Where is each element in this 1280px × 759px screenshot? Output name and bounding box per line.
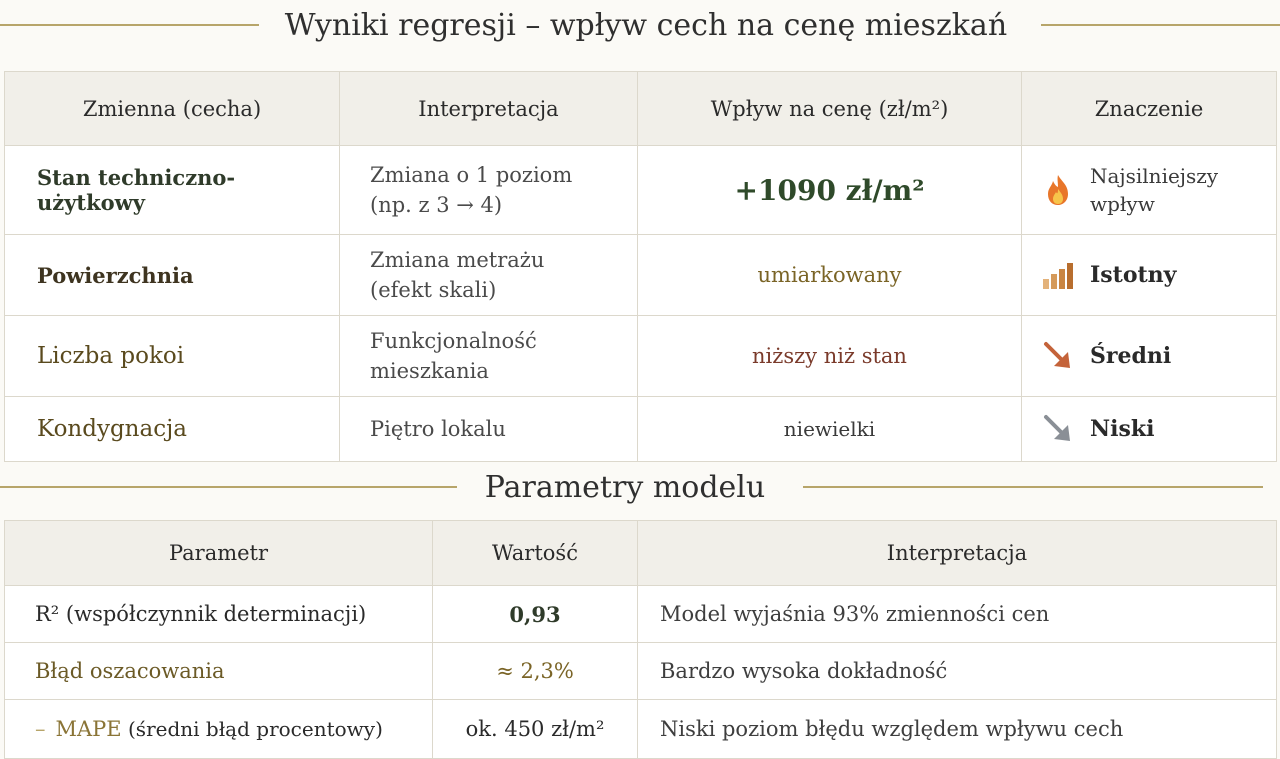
parameter-interpretation: Bardzo wysoka dokładność <box>638 643 1277 700</box>
header-value: Wartość <box>433 521 638 586</box>
interpretation-line: Zmiana o 1 poziom <box>370 163 573 187</box>
title-rule-right <box>803 486 1263 488</box>
effect-value: niższy niż stan <box>638 316 1022 397</box>
significance-cell <box>1022 235 1277 316</box>
table-row <box>5 146 1277 235</box>
significance-cell <box>1022 146 1277 235</box>
title-rule-right <box>1041 24 1280 26</box>
interpretation-line: mieszkania <box>370 359 489 383</box>
parameter-abbrev: MAPE <box>55 717 122 741</box>
interpretation-line: (efekt skali) <box>370 278 497 302</box>
interpretation-line: (np. z 3 → 4) <box>370 193 503 217</box>
effect-value: umiarkowany <box>638 235 1022 316</box>
table-header-row <box>5 521 1277 586</box>
variable-name: Kondygnacja <box>5 397 340 462</box>
table-row <box>5 397 1277 462</box>
table-row <box>5 643 1277 700</box>
variable-interpretation: Piętro lokalu <box>340 397 638 462</box>
header-significance: Znaczenie <box>1022 72 1277 146</box>
significance-label: Najsilniejszy wpływ <box>1090 164 1219 216</box>
header-parameter: Parametr <box>5 521 433 586</box>
section-title: Parametry modelu <box>484 469 766 505</box>
bar-chart-icon <box>1040 257 1076 293</box>
header-interpretation: Interpretacja <box>340 72 638 146</box>
row-dash: – <box>35 717 46 741</box>
variable-interpretation <box>340 146 638 235</box>
section-title-regression <box>0 0 1280 50</box>
model-parameters-table <box>4 520 1277 759</box>
table-row <box>5 586 1277 643</box>
effect-strong: +1090 zł/m² <box>734 173 925 207</box>
table-row <box>5 235 1277 316</box>
significance-cell <box>1022 397 1277 462</box>
header-interpretation: Interpretacja <box>638 521 1277 586</box>
table-row <box>5 700 1277 759</box>
arrow-down-right-gray-icon <box>1040 411 1076 447</box>
title-rule-left <box>0 486 457 488</box>
effect-value <box>638 146 1022 235</box>
parameter-value: ≈ 2,3% <box>433 643 638 700</box>
header-variable: Zmienna (cecha) <box>5 72 340 146</box>
header-effect: Wpływ na cenę (zł/m²) <box>638 72 1022 146</box>
variable-name: Stan techniczno-użytkowy <box>5 146 340 235</box>
variable-interpretation <box>340 316 638 397</box>
parameter-desc: (średni błąd procentowy) <box>121 717 383 741</box>
parameter-name: Błąd oszacowania <box>5 643 433 700</box>
variable-name: Liczba pokoi <box>5 316 340 397</box>
variable-interpretation <box>340 235 638 316</box>
title-rule-left <box>0 24 259 26</box>
significance-label: Średni <box>1090 343 1172 369</box>
regression-table <box>4 71 1277 462</box>
significance-cell <box>1022 316 1277 397</box>
parameter-value: 0,93 <box>433 586 638 643</box>
parameter-interpretation: Model wyjaśnia 93% zmienności cen <box>638 586 1277 643</box>
table-header-row <box>5 72 1277 146</box>
fire-icon <box>1040 172 1076 208</box>
significance-label: Niski <box>1090 416 1155 442</box>
interpretation-line: Zmiana metrażu <box>370 248 545 272</box>
significance-label: Istotny <box>1090 262 1177 288</box>
parameter-name <box>5 700 433 759</box>
interpretation-line: Funkcjonalność <box>370 329 537 353</box>
page-title: Wyniki regresji – wpływ cech na cenę mieszkań <box>284 7 1008 43</box>
section-title-model <box>0 465 1280 509</box>
parameter-value: ok. 450 zł/m² <box>433 700 638 759</box>
table-row <box>5 316 1277 397</box>
arrow-down-right-icon <box>1040 338 1076 374</box>
parameter-name: R² (współczynnik determinacji) <box>5 586 433 643</box>
parameter-interpretation: Niski poziom błędu względem wpływu cech <box>638 700 1277 759</box>
effect-value: niewielki <box>638 397 1022 462</box>
variable-name: Powierzchnia <box>5 235 340 316</box>
